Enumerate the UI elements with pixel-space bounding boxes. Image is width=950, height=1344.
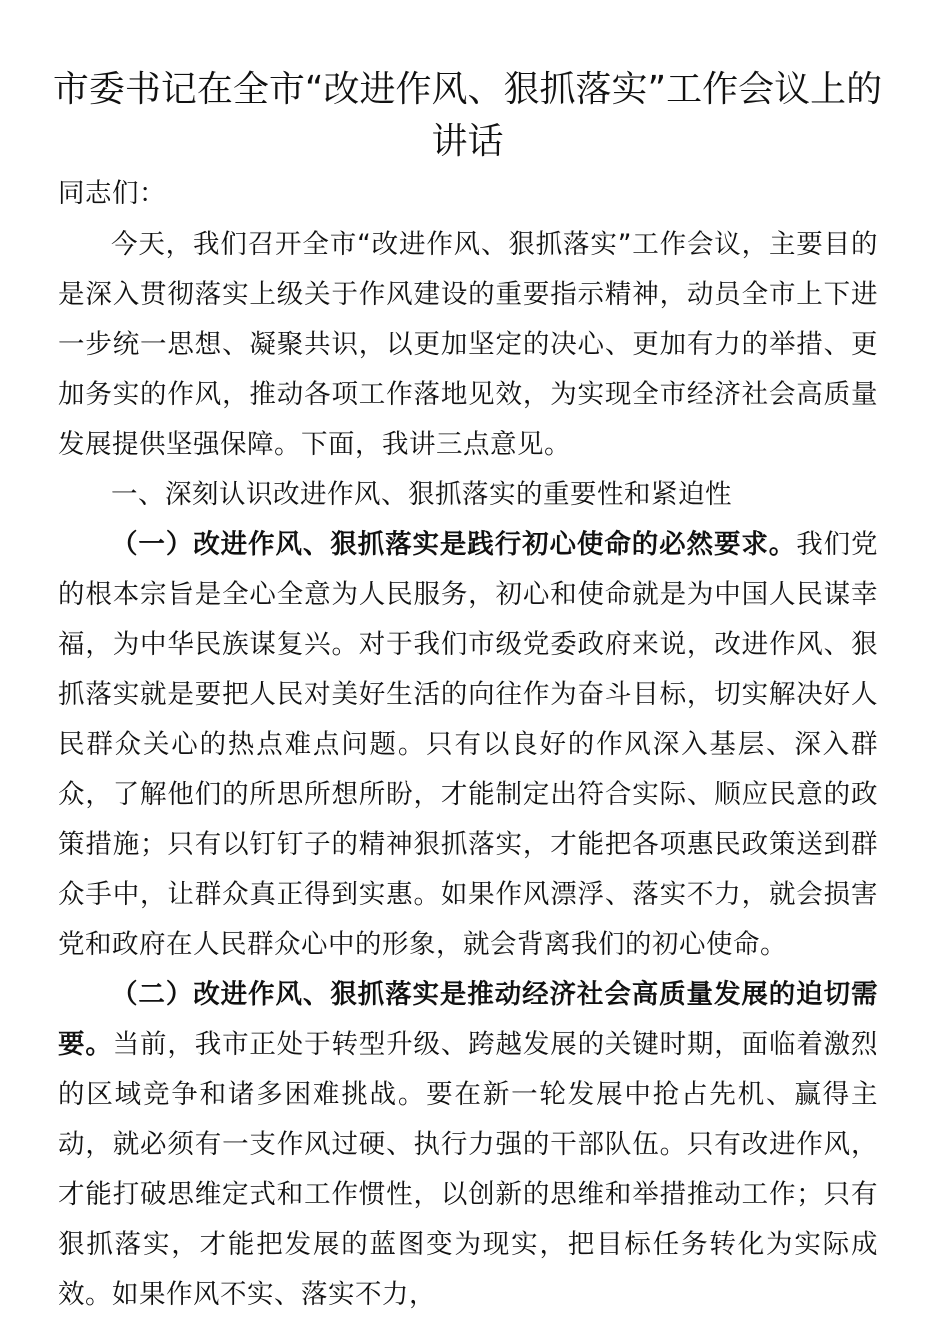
paragraph-opening	[58, 220, 878, 470]
subsection-lead-1: （一）改进作风、狠抓落实是践行初心使命的必然要求。	[111, 529, 797, 560]
paragraph-subsection-1	[58, 520, 878, 970]
paragraph-subsection-2	[58, 970, 878, 1320]
salutation: 同志们：	[58, 178, 166, 209]
document-page	[52, 64, 883, 1320]
section-heading-1	[58, 470, 878, 520]
section-heading-text: 一、深刻认识改进作风、狠抓落实的重要性和紧迫性	[111, 479, 732, 510]
subsection-lead-2: （二）改进作风、狠抓落实是推动经济社会高质量发展的迫切需要。	[58, 979, 878, 1060]
paragraph-text: 今天，我们召开全市“改进作风、狠抓落实”工作会议，主要目的是深入贯彻落实上级关于作风建设的重要指示精神，动员全市上下进一步统一思想、凝聚共识，以更加坚定的决心、更加有力的举措、更加务实的作风，推动各项工作落地见效，为实现全市经济社会高质量发展提供坚强保障。下面，我讲三点意见。	[58, 229, 878, 460]
paragraph-text: 我们党的根本宗旨是全心全意为人民服务，初心和使命就是为中国人民谋幸福，为中华民族谋复兴。对于我们市级党委政府来说，改进作风、狠抓落实就是要把人民对美好生活的向往作为奋斗目标，切实解决好人民群众关心的热点难点问题。只有以良好的作风深入基层、深入群众，了解他们的所思所想所盼，才能制定出符合实际、顺应民意的政策措施；只有以钉钉子的精神狠抓落实，才能把各项惠民政策送到群众手中，让群众真正得到实惠。如果作风漂浮、落实不力，就会损害党和政府在人民群众心中的形象，就会背离我们的初心使命。	[58, 529, 879, 960]
document-title: 市委书记在全市“改进作风、狠抓落实”工作会议上的讲话	[52, 69, 883, 162]
paragraph-text: 当前，我市正处于转型升级、跨越发展的关键时期，面临着激烈的区域竞争和诸多困难挑战。要在新一轮发展中抢占先机、赢得主动，就必须有一支作风过硬、执行力强的干部队伍。只有改进作风，才能打破思维定式和工作惯性，以创新的思维和举措推动工作；只有狠抓落实，才能把发展的蓝图变为现实，把目标任务转化为实际成效。如果作风不实、落实不力，	[58, 1029, 879, 1310]
